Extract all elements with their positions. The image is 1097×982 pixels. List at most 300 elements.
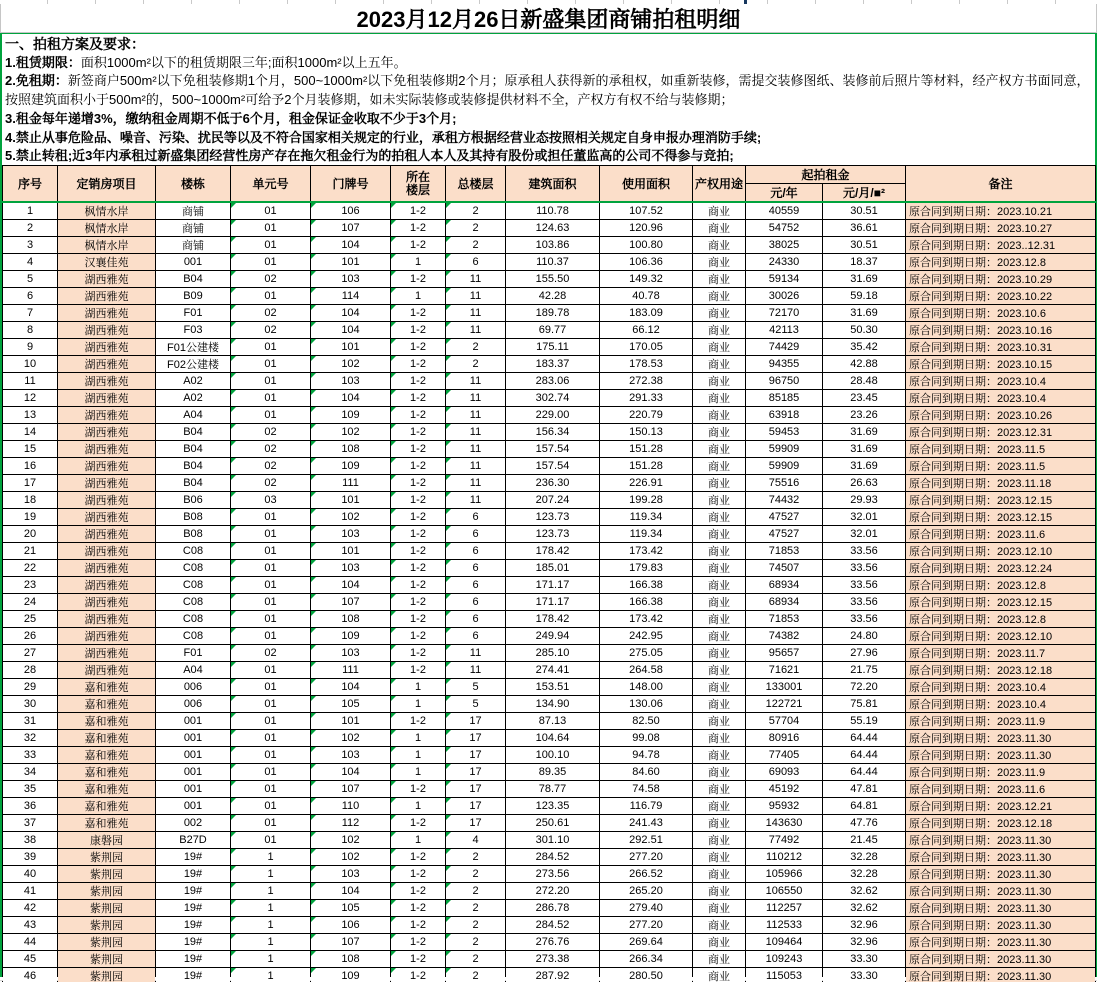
cell-project[interactable]: 湖西雅苑 [58, 407, 156, 424]
cell-door[interactable]: 107 [311, 781, 391, 798]
cell-rent_year[interactable]: 59134 [746, 271, 823, 288]
header-area-use[interactable]: 使用面积 [600, 166, 693, 203]
cell-seq[interactable]: 24 [3, 594, 58, 611]
cell-rent_year[interactable]: 63918 [746, 407, 823, 424]
cell-area_use[interactable]: 241.43 [600, 815, 693, 832]
cell-unit[interactable]: 01 [231, 713, 311, 730]
cell-floors_total[interactable]: 6 [446, 509, 506, 526]
cell-seq[interactable]: 30 [3, 696, 58, 713]
cell-rent_month[interactable]: 32.96 [823, 917, 906, 934]
cell-building[interactable]: 19# [156, 883, 231, 900]
header-rent-month[interactable]: 元/月/■² [823, 184, 906, 203]
cell-remark[interactable]: 原合同到期日期：2023.12.18 [906, 662, 1096, 679]
cell-door[interactable]: 107 [311, 934, 391, 951]
cell-rent_month[interactable]: 35.42 [823, 339, 906, 356]
cell-area_use[interactable]: 280.50 [600, 968, 693, 982]
cell-remark[interactable]: 原合同到期日期：2023.11.30 [906, 832, 1096, 849]
cell-remark[interactable]: 原合同到期日期：2023.10.21 [906, 202, 1096, 220]
cell-rent_month[interactable]: 55.19 [823, 713, 906, 730]
cell-project[interactable]: 湖西雅苑 [58, 526, 156, 543]
cell-floor[interactable]: 1-2 [391, 509, 446, 526]
cell-building[interactable]: 001 [156, 764, 231, 781]
cell-unit[interactable]: 1 [231, 934, 311, 951]
cell-area_build[interactable]: 273.38 [506, 951, 600, 968]
cell-rent_year[interactable]: 30026 [746, 288, 823, 305]
cell-door[interactable]: 101 [311, 543, 391, 560]
cell-area_use[interactable]: 183.09 [600, 305, 693, 322]
cell-unit[interactable]: 1 [231, 883, 311, 900]
header-area-build[interactable]: 建筑面积 [506, 166, 600, 203]
cell-remark[interactable]: 原合同到期日期：2023.10.4 [906, 373, 1096, 390]
cell-rent_month[interactable]: 32.28 [823, 849, 906, 866]
cell-rent_year[interactable]: 95657 [746, 645, 823, 662]
cell-area_build[interactable]: 285.10 [506, 645, 600, 662]
cell-floor[interactable]: 1-2 [391, 577, 446, 594]
cell-rent_year[interactable]: 112257 [746, 900, 823, 917]
cell-seq[interactable]: 14 [3, 424, 58, 441]
cell-floors_total[interactable]: 2 [446, 934, 506, 951]
cell-area_use[interactable]: 119.34 [600, 526, 693, 543]
cell-remark[interactable]: 原合同到期日期：2023.10.6 [906, 305, 1096, 322]
cell-usage[interactable]: 商业 [693, 543, 746, 560]
cell-project[interactable]: 紫荆园 [58, 849, 156, 866]
cell-usage[interactable]: 商业 [693, 475, 746, 492]
cell-rent_month[interactable]: 26.63 [823, 475, 906, 492]
cell-rent_year[interactable]: 105966 [746, 866, 823, 883]
cell-floors_total[interactable]: 2 [446, 968, 506, 982]
cell-remark[interactable]: 原合同到期日期：2023.10.15 [906, 356, 1096, 373]
header-remark[interactable]: 备注 [906, 166, 1096, 203]
header-floor[interactable]: 所在楼层 [391, 166, 446, 203]
cell-area_use[interactable]: 199.28 [600, 492, 693, 509]
cell-floor[interactable]: 1-2 [391, 594, 446, 611]
cell-area_build[interactable]: 287.92 [506, 968, 600, 982]
cell-area_build[interactable]: 171.17 [506, 594, 600, 611]
cell-area_use[interactable]: 226.91 [600, 475, 693, 492]
cell-usage[interactable]: 商业 [693, 798, 746, 815]
cell-floors_total[interactable]: 2 [446, 849, 506, 866]
cell-seq[interactable]: 34 [3, 764, 58, 781]
cell-unit[interactable]: 01 [231, 798, 311, 815]
cell-rent_month[interactable]: 36.61 [823, 220, 906, 237]
cell-seq[interactable]: 46 [3, 968, 58, 982]
cell-remark[interactable]: 原合同到期日期：2023.10.4 [906, 390, 1096, 407]
cell-door[interactable]: 109 [311, 458, 391, 475]
cell-floors_total[interactable]: 2 [446, 356, 506, 373]
cell-floors_total[interactable]: 6 [446, 254, 506, 271]
cell-remark[interactable]: 原合同到期日期：2023.11.5 [906, 458, 1096, 475]
cell-project[interactable]: 紫荆园 [58, 951, 156, 968]
cell-door[interactable]: 102 [311, 832, 391, 849]
cell-rent_month[interactable]: 27.96 [823, 645, 906, 662]
cell-project[interactable]: 湖西雅苑 [58, 594, 156, 611]
cell-usage[interactable]: 商业 [693, 679, 746, 696]
cell-seq[interactable]: 36 [3, 798, 58, 815]
cell-rent_month[interactable]: 31.69 [823, 458, 906, 475]
cell-building[interactable]: A02 [156, 390, 231, 407]
cell-area_build[interactable]: 175.11 [506, 339, 600, 356]
cell-door[interactable]: 107 [311, 220, 391, 237]
cell-seq[interactable]: 31 [3, 713, 58, 730]
cell-floors_total[interactable]: 2 [446, 917, 506, 934]
cell-area_use[interactable]: 120.96 [600, 220, 693, 237]
cell-remark[interactable]: 原合同到期日期：2023.11.30 [906, 968, 1096, 982]
cell-area_build[interactable]: 236.30 [506, 475, 600, 492]
cell-floors_total[interactable]: 11 [446, 322, 506, 339]
cell-usage[interactable]: 商业 [693, 900, 746, 917]
cell-usage[interactable]: 商业 [693, 849, 746, 866]
cell-building[interactable]: 19# [156, 951, 231, 968]
cell-area_use[interactable]: 116.79 [600, 798, 693, 815]
cell-unit[interactable]: 01 [231, 373, 311, 390]
cell-usage[interactable]: 商业 [693, 424, 746, 441]
cell-floors_total[interactable]: 11 [446, 288, 506, 305]
cell-seq[interactable]: 43 [3, 917, 58, 934]
cell-seq[interactable]: 11 [3, 373, 58, 390]
cell-unit[interactable]: 01 [231, 543, 311, 560]
cell-door[interactable]: 103 [311, 526, 391, 543]
cell-rent_month[interactable]: 28.48 [823, 373, 906, 390]
cell-usage[interactable]: 商业 [693, 526, 746, 543]
cell-area_build[interactable]: 104.64 [506, 730, 600, 747]
cell-floors_total[interactable]: 11 [446, 424, 506, 441]
cell-building[interactable]: A04 [156, 407, 231, 424]
cell-building[interactable]: B04 [156, 475, 231, 492]
cell-unit[interactable]: 01 [231, 747, 311, 764]
cell-rent_year[interactable]: 68934 [746, 594, 823, 611]
cell-building[interactable]: C08 [156, 611, 231, 628]
cell-door[interactable]: 111 [311, 662, 391, 679]
cell-rent_year[interactable]: 59909 [746, 458, 823, 475]
cell-building[interactable]: B06 [156, 492, 231, 509]
cell-rent_year[interactable]: 115053 [746, 968, 823, 982]
cell-unit[interactable]: 02 [231, 645, 311, 662]
cell-seq[interactable]: 4 [3, 254, 58, 271]
cell-door[interactable]: 101 [311, 339, 391, 356]
cell-seq[interactable]: 19 [3, 509, 58, 526]
cell-rent_month[interactable]: 32.62 [823, 883, 906, 900]
cell-unit[interactable]: 1 [231, 849, 311, 866]
cell-area_build[interactable]: 276.76 [506, 934, 600, 951]
cell-floor[interactable]: 1 [391, 254, 446, 271]
cell-area_build[interactable]: 110.78 [506, 202, 600, 220]
cell-building[interactable]: 001 [156, 254, 231, 271]
cell-area_use[interactable]: 277.20 [600, 849, 693, 866]
cell-project[interactable]: 湖西雅苑 [58, 373, 156, 390]
cell-seq[interactable]: 41 [3, 883, 58, 900]
cell-building[interactable]: 006 [156, 679, 231, 696]
cell-rent_month[interactable]: 32.28 [823, 866, 906, 883]
cell-unit[interactable]: 01 [231, 560, 311, 577]
cell-floors_total[interactable]: 11 [446, 662, 506, 679]
cell-area_build[interactable]: 157.54 [506, 441, 600, 458]
cell-floors_total[interactable]: 2 [446, 883, 506, 900]
cell-seq[interactable]: 1 [3, 202, 58, 220]
cell-usage[interactable]: 商业 [693, 781, 746, 798]
cell-remark[interactable]: 原合同到期日期：2023.12.8 [906, 611, 1096, 628]
cell-rent_month[interactable]: 31.69 [823, 441, 906, 458]
cell-rent_month[interactable]: 33.56 [823, 560, 906, 577]
cell-remark[interactable]: 原合同到期日期：2023.11.7 [906, 645, 1096, 662]
cell-door[interactable]: 104 [311, 237, 391, 254]
cell-seq[interactable]: 10 [3, 356, 58, 373]
cell-building[interactable]: B04 [156, 458, 231, 475]
cell-remark[interactable]: 原合同到期日期：2023.11.30 [906, 934, 1096, 951]
cell-usage[interactable]: 商业 [693, 356, 746, 373]
cell-door[interactable]: 104 [311, 305, 391, 322]
cell-project[interactable]: 湖西雅苑 [58, 424, 156, 441]
cell-unit[interactable]: 01 [231, 577, 311, 594]
cell-floor[interactable]: 1-2 [391, 951, 446, 968]
cell-seq[interactable]: 3 [3, 237, 58, 254]
cell-rent_year[interactable]: 110212 [746, 849, 823, 866]
cell-seq[interactable]: 9 [3, 339, 58, 356]
cell-project[interactable]: 湖西雅苑 [58, 339, 156, 356]
cell-rent_month[interactable]: 64.44 [823, 764, 906, 781]
cell-rent_month[interactable]: 21.45 [823, 832, 906, 849]
cell-unit[interactable]: 01 [231, 237, 311, 254]
cell-building[interactable]: 19# [156, 900, 231, 917]
cell-rent_month[interactable]: 23.45 [823, 390, 906, 407]
header-building[interactable]: 楼栋 [156, 166, 231, 203]
cell-door[interactable]: 106 [311, 202, 391, 220]
cell-floors_total[interactable]: 17 [446, 713, 506, 730]
cell-rent_year[interactable]: 38025 [746, 237, 823, 254]
cell-seq[interactable]: 8 [3, 322, 58, 339]
cell-floor[interactable]: 1-2 [391, 356, 446, 373]
cell-area_use[interactable]: 173.42 [600, 543, 693, 560]
cell-floor[interactable]: 1-2 [391, 543, 446, 560]
cell-rent_year[interactable]: 143630 [746, 815, 823, 832]
cell-area_build[interactable]: 302.74 [506, 390, 600, 407]
cell-rent_year[interactable]: 40559 [746, 202, 823, 220]
cell-usage[interactable]: 商业 [693, 220, 746, 237]
cell-building[interactable]: 19# [156, 934, 231, 951]
cell-area_build[interactable]: 171.17 [506, 577, 600, 594]
cell-area_use[interactable]: 149.32 [600, 271, 693, 288]
cell-project[interactable]: 湖西雅苑 [58, 271, 156, 288]
cell-floor[interactable]: 1-2 [391, 237, 446, 254]
cell-floors_total[interactable]: 11 [446, 305, 506, 322]
cell-project[interactable]: 嘉和雅苑 [58, 747, 156, 764]
cell-rent_month[interactable]: 64.44 [823, 730, 906, 747]
cell-seq[interactable]: 35 [3, 781, 58, 798]
cell-area_use[interactable]: 40.78 [600, 288, 693, 305]
cell-area_use[interactable]: 242.95 [600, 628, 693, 645]
cell-usage[interactable]: 商业 [693, 747, 746, 764]
cell-floor[interactable]: 1-2 [391, 815, 446, 832]
cell-remark[interactable]: 原合同到期日期：2023.11.9 [906, 713, 1096, 730]
cell-area_use[interactable]: 178.53 [600, 356, 693, 373]
cell-unit[interactable]: 02 [231, 458, 311, 475]
cell-usage[interactable]: 商业 [693, 934, 746, 951]
cell-usage[interactable]: 商业 [693, 254, 746, 271]
cell-remark[interactable]: 原合同到期日期：2023.10.27 [906, 220, 1096, 237]
cell-usage[interactable]: 商业 [693, 713, 746, 730]
cell-unit[interactable]: 01 [231, 662, 311, 679]
cell-building[interactable]: F02公建楼 [156, 356, 231, 373]
cell-rent_month[interactable]: 30.51 [823, 202, 906, 220]
cell-area_use[interactable]: 100.80 [600, 237, 693, 254]
cell-rent_year[interactable]: 77492 [746, 832, 823, 849]
cell-rent_year[interactable]: 59453 [746, 424, 823, 441]
cell-project[interactable]: 枫情水岸 [58, 220, 156, 237]
cell-project[interactable]: 紫荆园 [58, 917, 156, 934]
cell-area_use[interactable]: 266.52 [600, 866, 693, 883]
cell-floors_total[interactable]: 17 [446, 815, 506, 832]
cell-building[interactable]: B09 [156, 288, 231, 305]
cell-unit[interactable]: 02 [231, 424, 311, 441]
cell-unit[interactable]: 01 [231, 526, 311, 543]
cell-building[interactable]: 001 [156, 730, 231, 747]
cell-building[interactable]: 19# [156, 968, 231, 982]
cell-remark[interactable]: 原合同到期日期：2023.12.8 [906, 254, 1096, 271]
cell-project[interactable]: 湖西雅苑 [58, 492, 156, 509]
cell-floor[interactable]: 1 [391, 832, 446, 849]
cell-door[interactable]: 109 [311, 968, 391, 982]
cell-floor[interactable]: 1-2 [391, 900, 446, 917]
cell-area_use[interactable]: 173.42 [600, 611, 693, 628]
cell-rent_year[interactable]: 71621 [746, 662, 823, 679]
cell-area_build[interactable]: 189.78 [506, 305, 600, 322]
cell-unit[interactable]: 02 [231, 475, 311, 492]
cell-remark[interactable]: 原合同到期日期：2023.11.30 [906, 730, 1096, 747]
cell-floor[interactable]: 1-2 [391, 628, 446, 645]
cell-area_use[interactable]: 292.51 [600, 832, 693, 849]
cell-remark[interactable]: 原合同到期日期：2023.10.29 [906, 271, 1096, 288]
cell-floor[interactable]: 1-2 [391, 883, 446, 900]
cell-rent_month[interactable]: 32.96 [823, 934, 906, 951]
cell-floors_total[interactable]: 11 [446, 271, 506, 288]
header-rent-year[interactable]: 元/年 [746, 184, 823, 203]
cell-area_build[interactable]: 155.50 [506, 271, 600, 288]
cell-rent_month[interactable]: 31.69 [823, 305, 906, 322]
cell-seq[interactable]: 26 [3, 628, 58, 645]
cell-seq[interactable]: 6 [3, 288, 58, 305]
cell-door[interactable]: 105 [311, 900, 391, 917]
cell-rent_month[interactable]: 23.26 [823, 407, 906, 424]
cell-floor[interactable]: 1-2 [391, 339, 446, 356]
cell-floor[interactable]: 1-2 [391, 934, 446, 951]
cell-area_build[interactable]: 301.10 [506, 832, 600, 849]
cell-area_build[interactable]: 123.73 [506, 509, 600, 526]
cell-usage[interactable]: 商业 [693, 322, 746, 339]
cell-area_use[interactable]: 148.00 [600, 679, 693, 696]
cell-floor[interactable]: 1 [391, 798, 446, 815]
cell-area_build[interactable]: 284.52 [506, 917, 600, 934]
cell-area_use[interactable]: 119.34 [600, 509, 693, 526]
cell-area_build[interactable]: 69.77 [506, 322, 600, 339]
cell-project[interactable]: 康磐园 [58, 832, 156, 849]
cell-rent_month[interactable]: 47.81 [823, 781, 906, 798]
cell-building[interactable]: F01公建楼 [156, 339, 231, 356]
cell-usage[interactable]: 商业 [693, 560, 746, 577]
cell-rent_month[interactable]: 64.44 [823, 747, 906, 764]
cell-rent_year[interactable]: 96750 [746, 373, 823, 390]
cell-usage[interactable]: 商业 [693, 832, 746, 849]
cell-remark[interactable]: 原合同到期日期：2023.10.4 [906, 679, 1096, 696]
cell-floor[interactable]: 1-2 [391, 560, 446, 577]
cell-usage[interactable]: 商业 [693, 237, 746, 254]
cell-project[interactable]: 湖西雅苑 [58, 356, 156, 373]
cell-usage[interactable]: 商业 [693, 866, 746, 883]
cell-remark[interactable]: 原合同到期日期：2023.11.30 [906, 883, 1096, 900]
cell-floors_total[interactable]: 11 [446, 373, 506, 390]
cell-door[interactable]: 103 [311, 645, 391, 662]
cell-remark[interactable]: 原合同到期日期：2023.12.31 [906, 424, 1096, 441]
cell-seq[interactable]: 20 [3, 526, 58, 543]
cell-remark[interactable]: 原合同到期日期：2023.10.16 [906, 322, 1096, 339]
cell-building[interactable]: C08 [156, 594, 231, 611]
cell-area_build[interactable]: 123.35 [506, 798, 600, 815]
cell-project[interactable]: 嘉和雅苑 [58, 815, 156, 832]
cell-unit[interactable]: 01 [231, 339, 311, 356]
cell-building[interactable]: 001 [156, 781, 231, 798]
cell-building[interactable]: 001 [156, 798, 231, 815]
cell-rent_year[interactable]: 95932 [746, 798, 823, 815]
cell-building[interactable]: 商铺 [156, 237, 231, 254]
cell-floor[interactable]: 1-2 [391, 492, 446, 509]
cell-floors_total[interactable]: 5 [446, 679, 506, 696]
cell-building[interactable]: 006 [156, 696, 231, 713]
cell-rent_year[interactable]: 112533 [746, 917, 823, 934]
cell-area_use[interactable]: 151.28 [600, 458, 693, 475]
cell-rent_year[interactable]: 122721 [746, 696, 823, 713]
cell-remark[interactable]: 原合同到期日期：2023.11.30 [906, 849, 1096, 866]
cell-rent_month[interactable]: 33.56 [823, 577, 906, 594]
cell-seq[interactable]: 39 [3, 849, 58, 866]
cell-remark[interactable]: 原合同到期日期：2023.11.30 [906, 917, 1096, 934]
cell-unit[interactable]: 01 [231, 628, 311, 645]
cell-area_build[interactable]: 89.35 [506, 764, 600, 781]
header-usage[interactable]: 产权用途 [693, 166, 746, 203]
cell-door[interactable]: 103 [311, 747, 391, 764]
cell-rent_year[interactable]: 68934 [746, 577, 823, 594]
cell-area_build[interactable]: 103.86 [506, 237, 600, 254]
cell-rent_year[interactable]: 54752 [746, 220, 823, 237]
cell-floor[interactable]: 1-2 [391, 458, 446, 475]
cell-project[interactable]: 湖西雅苑 [58, 390, 156, 407]
cell-floors_total[interactable]: 6 [446, 543, 506, 560]
cell-floors_total[interactable]: 17 [446, 764, 506, 781]
cell-floors_total[interactable]: 11 [446, 645, 506, 662]
cell-remark[interactable]: 原合同到期日期：2023.12.15 [906, 492, 1096, 509]
cell-area_build[interactable]: 178.42 [506, 543, 600, 560]
cell-unit[interactable]: 01 [231, 730, 311, 747]
cell-door[interactable]: 106 [311, 917, 391, 934]
cell-project[interactable]: 湖西雅苑 [58, 577, 156, 594]
cell-rent_year[interactable]: 133001 [746, 679, 823, 696]
cell-area_use[interactable]: 84.60 [600, 764, 693, 781]
cell-usage[interactable]: 商业 [693, 815, 746, 832]
cell-unit[interactable]: 01 [231, 696, 311, 713]
header-project[interactable]: 定销房项目 [58, 166, 156, 203]
cell-project[interactable]: 湖西雅苑 [58, 645, 156, 662]
cell-remark[interactable]: 原合同到期日期：2023.10.4 [906, 696, 1096, 713]
cell-building[interactable]: B04 [156, 441, 231, 458]
cell-project[interactable]: 紫荆园 [58, 883, 156, 900]
cell-unit[interactable]: 01 [231, 781, 311, 798]
cell-rent_year[interactable]: 109243 [746, 951, 823, 968]
cell-area_use[interactable]: 166.38 [600, 594, 693, 611]
cell-area_use[interactable]: 99.08 [600, 730, 693, 747]
cell-floors_total[interactable]: 4 [446, 832, 506, 849]
cell-project[interactable]: 枫情水岸 [58, 237, 156, 254]
cell-area_build[interactable]: 273.56 [506, 866, 600, 883]
cell-rent_month[interactable]: 33.56 [823, 594, 906, 611]
cell-door[interactable]: 101 [311, 492, 391, 509]
cell-rent_month[interactable]: 32.62 [823, 900, 906, 917]
